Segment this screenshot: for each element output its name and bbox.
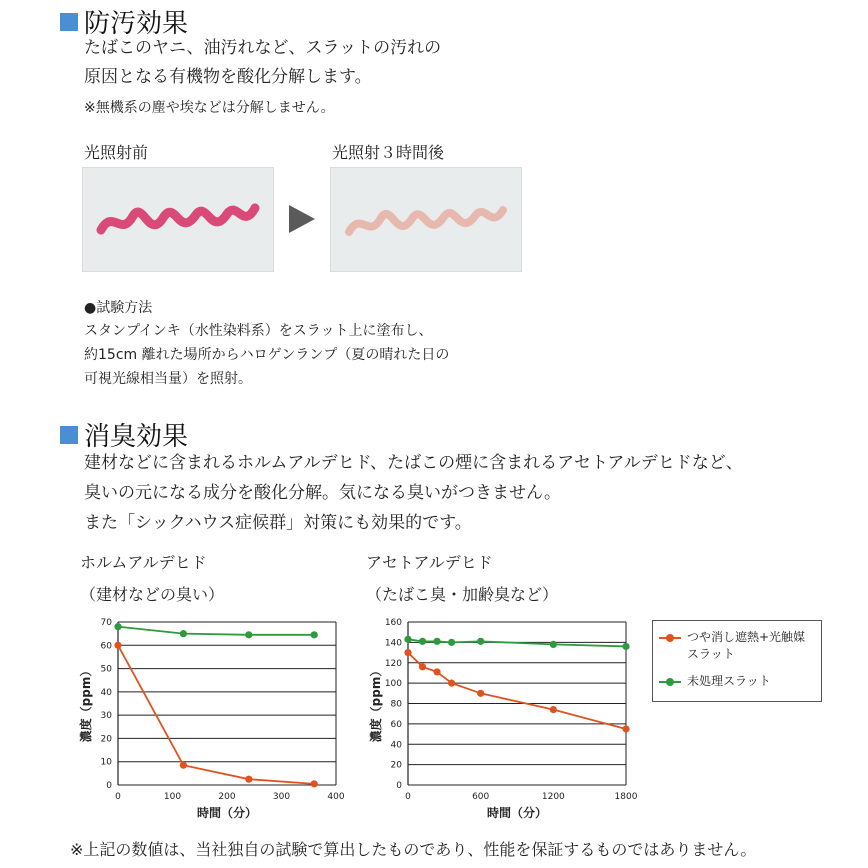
y-tick-label: 140 — [384, 638, 402, 649]
y-tick-label: 20 — [390, 760, 402, 771]
before-stain-image — [83, 168, 273, 271]
method-line-3: 可視光線相当量）を照射。 — [84, 371, 252, 387]
y-tick-label: 20 — [100, 734, 112, 745]
antifouling-line-1: たばこのヤニ、油汚れなど、スラットの汚れの — [84, 38, 442, 58]
x-tick-label: 100 — [163, 792, 182, 802]
section-title-text: 消臭効果 — [84, 422, 189, 452]
data-point — [311, 631, 318, 638]
x-tick-label: 1200 — [541, 792, 565, 802]
chart1-title: ホルムアルデヒド — [80, 553, 207, 572]
before-photo — [82, 167, 274, 272]
data-point — [448, 639, 455, 646]
y-axis-label: 濃度（ppm） — [369, 664, 383, 743]
y-tick-label: 50 — [100, 664, 112, 675]
data-point — [622, 643, 629, 650]
x-tick-label: 200 — [218, 792, 236, 802]
antifouling-line-2: 原因となる有機物を酸化分解します。 — [84, 67, 372, 87]
y-tick-label: 0 — [396, 781, 402, 791]
data-point — [404, 649, 411, 656]
data-point — [433, 668, 440, 675]
data-point — [180, 630, 187, 637]
y-tick-label: 100 — [384, 679, 402, 690]
y-axis-label: 濃度（ppm） — [79, 664, 93, 743]
data-point — [433, 638, 440, 645]
y-tick-label: 80 — [390, 699, 402, 710]
legend-item-untreated — [659, 673, 815, 690]
section-title-deodorizing — [60, 416, 188, 453]
y-tick-label: 60 — [100, 641, 112, 652]
section-square-icon — [60, 13, 78, 31]
y-tick-label: 10 — [100, 757, 112, 768]
x-tick-label: 1800 — [614, 792, 638, 802]
data-point — [622, 725, 629, 732]
method-line-1: スタンプインキ（水性染料系）をスラット上に塗布し、 — [84, 323, 433, 339]
data-point — [477, 638, 484, 645]
deodorizing-line-1: 建材などに含まれるホルムアルデヒド、たばこの煙に含まれるアセトアルデヒドなど、 — [84, 453, 743, 473]
x-axis-label: 時間（分） — [196, 806, 258, 820]
data-point — [404, 636, 411, 643]
after-photo — [330, 167, 522, 272]
y-tick-label: 160 — [384, 618, 402, 628]
y-tick-label: 30 — [100, 711, 112, 722]
series-line-0 — [408, 653, 626, 729]
y-tick-label: 70 — [100, 618, 112, 628]
y-tick-label: 40 — [390, 740, 402, 751]
chart2-title: アセトアルデヒド — [366, 553, 493, 572]
data-point — [477, 690, 484, 697]
chart2-subtitle: （たばこ臭・加齢臭など） — [366, 585, 559, 604]
data-point — [180, 762, 187, 769]
method-title: ●試験方法 — [84, 300, 153, 316]
footer-note: ※上記の数値は、当社独自の試験で算出したものであり、性能を保証するものではありません。 — [70, 840, 757, 859]
play-triangle-icon — [287, 203, 317, 239]
antifouling-note: ※無機系の塵や埃などは分解しません。 — [84, 100, 335, 116]
section-title-text: 防汚効果 — [84, 9, 189, 39]
data-point — [114, 642, 121, 649]
x-tick-label: 400 — [327, 792, 345, 802]
series-line-1 — [118, 627, 314, 635]
y-tick-label: 0 — [106, 781, 112, 791]
after-label: 光照射３時間後 — [332, 143, 445, 162]
y-tick-label: 40 — [100, 687, 112, 698]
data-point — [245, 776, 252, 783]
x-tick-label: 300 — [272, 792, 291, 802]
legend-marker-treated — [659, 637, 681, 639]
data-point — [419, 638, 426, 645]
chart1-subtitle: （建材などの臭い） — [80, 585, 225, 604]
y-tick-label: 120 — [384, 658, 402, 669]
chart-legend — [652, 620, 822, 702]
section-square-icon — [60, 426, 78, 444]
data-point — [550, 706, 557, 713]
deodorizing-line-3: また「シックハウス症候群」対策にも効果的です。 — [84, 513, 472, 533]
series-line-1 — [408, 639, 626, 646]
acetaldehyde-chart — [360, 612, 650, 827]
before-label: 光照射前 — [84, 143, 149, 162]
data-point — [419, 663, 426, 670]
data-point — [114, 623, 121, 630]
legend-item-treated — [659, 629, 815, 663]
x-tick-label: 0 — [115, 792, 121, 802]
x-tick-label: 0 — [405, 792, 411, 802]
data-point — [311, 780, 318, 787]
legend-marker-untreated — [659, 681, 681, 683]
deodorizing-line-2: 臭いの元になる成分を酸化分解。気になる臭いがつきません。 — [84, 483, 562, 503]
method-line-2: 約15cm 離れた場所からハロゲンランプ（夏の晴れた日の — [84, 347, 450, 363]
data-point — [245, 631, 252, 638]
formaldehyde-chart — [70, 612, 360, 827]
data-point — [448, 680, 455, 687]
series-line-0 — [118, 645, 314, 784]
x-axis-label: 時間（分） — [486, 806, 548, 820]
legend-label-treated: つや消し遮熱+光触媒スラット — [687, 630, 806, 661]
x-tick-label: 600 — [472, 792, 490, 802]
data-point — [550, 641, 557, 648]
legend-label-untreated: 未処理スラット — [687, 674, 771, 688]
after-stain-image — [331, 168, 521, 271]
y-tick-label: 60 — [390, 719, 402, 730]
